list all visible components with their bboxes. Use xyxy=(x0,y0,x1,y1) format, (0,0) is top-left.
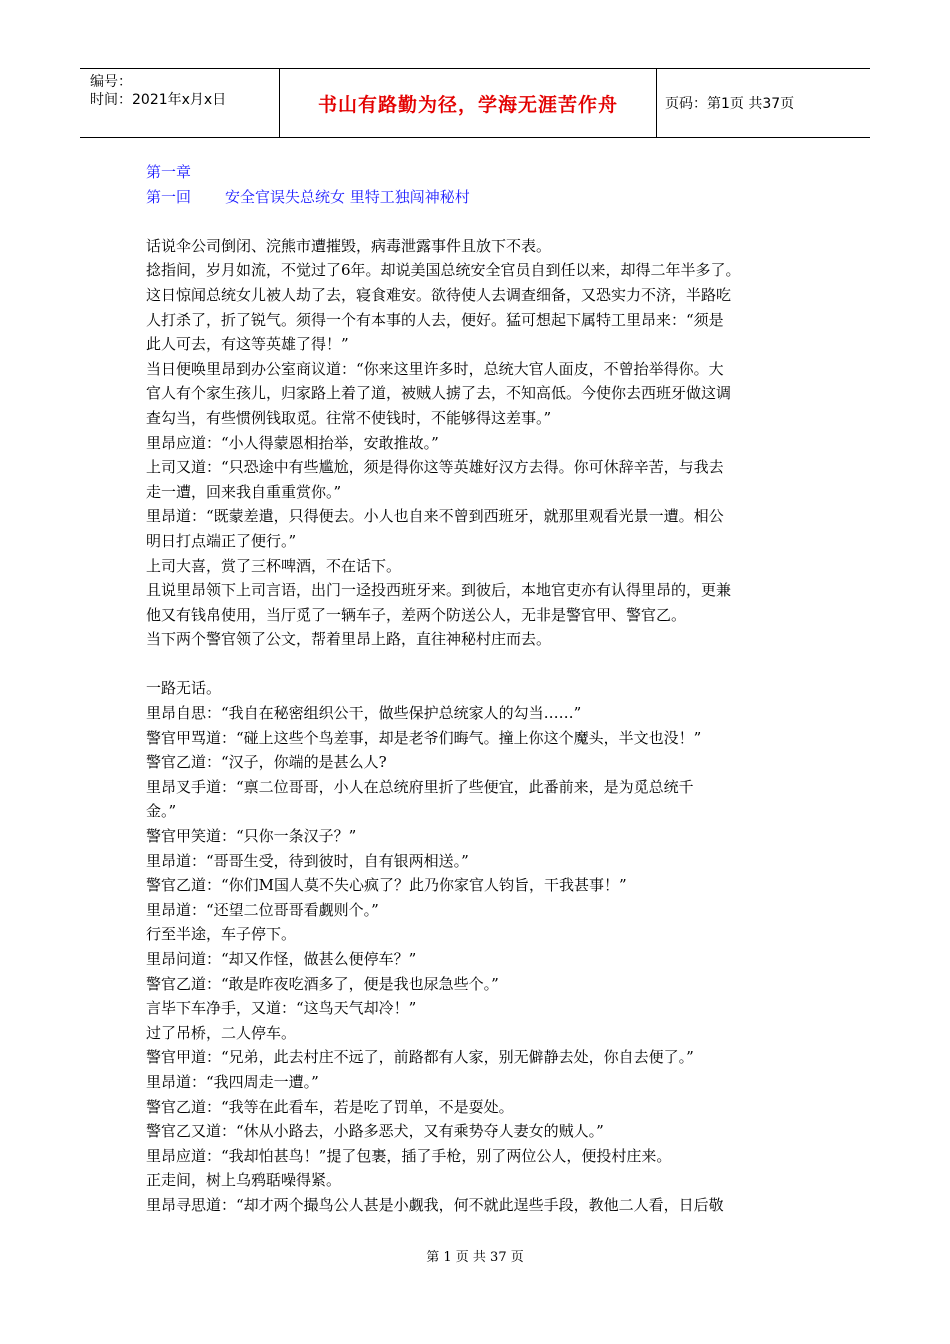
text-line: 人打杀了，折了锐气。须得一个有本事的人去，便好。猛可想起下属特工里昂来：“须是 xyxy=(146,310,724,329)
text-line: 过了吊桥，二人停车。 xyxy=(146,1023,297,1042)
page-header xyxy=(80,68,870,138)
date-label: 时间：2021年x月x日 xyxy=(90,92,227,108)
text-line: 警官乙道：“敢是昨夜吃酒多了，便是我也尿急些个。” xyxy=(146,974,499,993)
text-line: 警官甲道：“兄弟，此去村庄不远了，前路都有人家，别无僻静去处，你自去便了。” xyxy=(146,1048,694,1067)
text-line: 警官乙又道：“休从小路去，小路多恶犬，又有乘势夺人妻女的贼人。” xyxy=(146,1122,604,1141)
document-body xyxy=(146,160,826,1218)
text-line: 里昂道：“既蒙差遣，只得便去。小人也自来不曾到西班牙，就那里观看光景一遭。相公 xyxy=(146,507,724,526)
text-line: 警官乙道：“我等在此看车，若是吃了罚单，不是耍处。 xyxy=(146,1097,514,1116)
header-motto-cell xyxy=(280,69,657,137)
header-page-cell xyxy=(657,69,870,137)
body-text xyxy=(146,209,826,1217)
text-line: 行至半途，车子停下。 xyxy=(146,925,297,944)
text-line: 警官乙道：“汉子，你端的是甚么人? xyxy=(146,753,387,772)
text-line: 警官乙道：“你们M国人莫不失心疯了？此乃你家官人钧旨，干我甚事！” xyxy=(146,876,627,895)
text-line: 里昂叉手道：“禀二位哥哥，小人在总统府里折了些便宜，此番前来，是为觅总统千 xyxy=(146,777,694,796)
number-label: 编号： xyxy=(90,74,132,90)
text-line: 里昂道：“我四周走一遭。” xyxy=(146,1072,319,1091)
text-line: 言毕下车净手，又道：“这鸟天气却冷！” xyxy=(146,999,417,1018)
text-line: 警官甲骂道：“碰上这些个鸟差事，却是老爷们晦气。撞上你这个魔头，半文也没！” xyxy=(146,728,702,747)
text-line: 里昂寻思道：“却才两个撮鸟公人甚是小觑我，何不就此逞些手段，教他二人看，日后敬 xyxy=(146,1195,724,1214)
section-number: 第一回 xyxy=(146,187,192,206)
page-footer: 第 1 页 共 37 页 xyxy=(426,1250,524,1265)
text-line: 且说里昂领下上司言语，出门一迳投西班牙来。到彼后，本地官吏亦有认得里昂的，更兼 xyxy=(146,581,732,600)
page-code: 页码：第1页 共37页 xyxy=(665,96,795,112)
text-line: 正走间，树上乌鸦聒噪得紧。 xyxy=(146,1171,342,1190)
section-heading xyxy=(146,185,826,210)
text-line: 里昂应道：“我却怕甚鸟！”提了包裹，插了手枪，别了两位公人，便投村庄来。 xyxy=(146,1146,672,1165)
motto: 书山有路勤为径，学海无涯苦作舟 xyxy=(317,93,618,116)
chapter-heading: 第一章 xyxy=(146,163,192,181)
text-line: 金。” xyxy=(146,802,177,821)
section-title: 安全官误失总统女 里特工独闯神秘村 xyxy=(225,187,470,206)
text-line: 当日便唤里昂到办公室商议道：“你来这里许多时，总统大官人面皮，不曾抬举得你。大 xyxy=(146,359,724,378)
text-line: 一路无话。 xyxy=(146,679,222,698)
text-line: 此人可去，有这等英雄了得！” xyxy=(146,335,349,354)
text-line: 他又有钱帛使用，当厅觅了一辆车子，差两个防送公人，无非是警官甲、警官乙。 xyxy=(146,605,687,624)
header-meta xyxy=(80,69,280,137)
text-line: 查勾当，有些惯例钱取觅。往常不使钱时，不能够得这差事。” xyxy=(146,408,552,427)
text-line: 里昂应道：“小人得蒙恩相抬举，安敢推故。” xyxy=(146,433,439,452)
text-line: 上司又道：“只恐途中有些尴尬，须是得你这等英雄好汉方去得。你可休辞辛苦，与我去 xyxy=(146,458,724,477)
text-line: 当下两个警官领了公文，帮着里昂上路，直往神秘村庄而去。 xyxy=(146,630,552,649)
blank-line xyxy=(146,209,826,234)
text-line: 上司大喜，赏了三杯啤酒，不在话下。 xyxy=(146,556,402,575)
text-line: 捻指间，岁月如流，不觉过了6年。却说美国总统安全官员自到任以来，却得二年半多了。 xyxy=(146,261,741,280)
text-line: 里昂问道：“却又作怪，做甚么便停车？” xyxy=(146,950,417,968)
text-line: 官人有个家生孩儿，归家路上着了道，被贼人掳了去，不知高低。今使你去西班牙做这调 xyxy=(146,384,732,403)
text-line: 里昂自思：“我自在秘密组织公干，做些保护总统家人的勾当……” xyxy=(146,704,582,723)
text-line: 里昂道：“还望二位哥哥看觑则个。” xyxy=(146,900,379,919)
text-line: 话说伞公司倒闭、浣熊市遭摧毁，病毒泄露事件且放下不表。 xyxy=(146,236,552,255)
text-line: 明日打点端正了便行。” xyxy=(146,531,297,550)
text-line: 里昂道：“哥哥生受，待到彼时，自有银两相送。” xyxy=(146,851,469,870)
text-line: 警官甲笑道：“只你一条汉子？” xyxy=(146,827,357,846)
blank-line xyxy=(146,652,826,677)
text-line: 走一遭，回来我自重重赏你。” xyxy=(146,482,342,501)
text-line: 这日惊闻总统女儿被人劫了去，寝食难安。欲待使人去调查细备，又恐实力不济，半路吃 xyxy=(146,285,732,304)
